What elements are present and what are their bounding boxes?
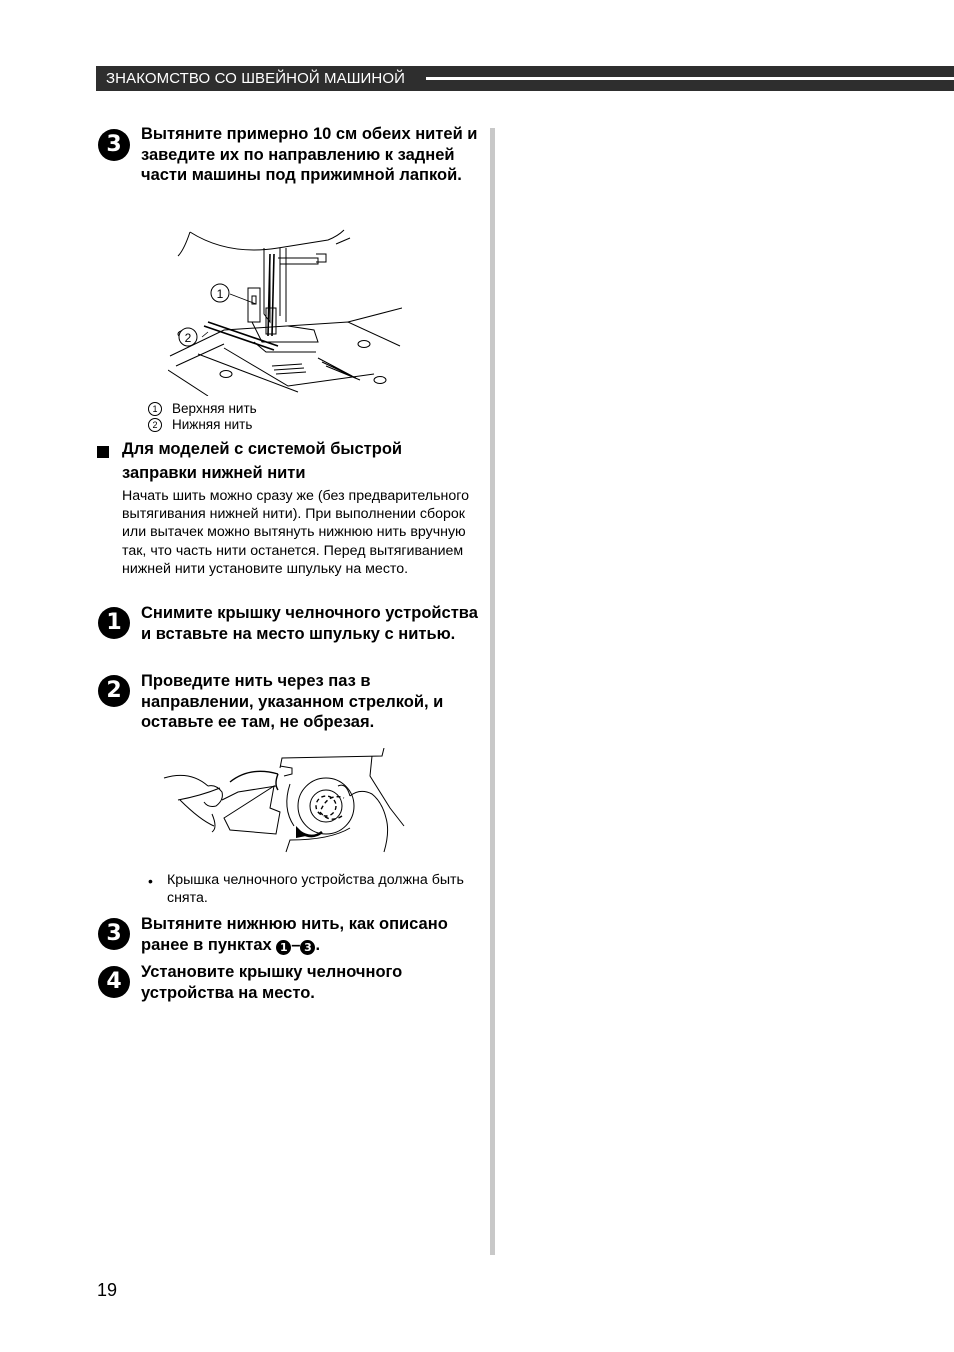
legend-num-1: 1 — [148, 402, 162, 416]
header-title: ЗНАКОМСТВО СО ШВЕЙНОЙ МАШИНОЙ — [106, 70, 406, 87]
legend-label-upper: Верхняя нить — [172, 401, 257, 416]
page-number: 19 — [97, 1280, 118, 1300]
step-3b-text-end: . — [315, 935, 321, 954]
column-divider — [490, 128, 495, 1255]
bobbin-thread-illustration — [160, 748, 410, 860]
ref-step-1-icon: 1 — [276, 940, 291, 955]
callout-2-label: 2 — [184, 331, 192, 345]
step-3b-text — [141, 914, 481, 955]
callout-1-label: 1 — [216, 287, 224, 301]
section-body: Начать шить можно сразу же (без предварительного вытягивания нижней нити). При выполнении сборок или вытачек можно вытянуть нижнюю нить вручную так, что часть нити останется. Перед вытягиванием нижней нити установите шпульку на место. — [122, 488, 469, 577]
step-3b-text-main: Вытяните нижнюю нить, как описано ранее в пунктах — [141, 915, 448, 954]
legend-num-2: 2 — [148, 418, 162, 432]
note-text: Крышка челночного устройства должна быть снята. — [167, 872, 464, 906]
legend-label-lower: Нижняя нить — [172, 417, 253, 432]
step-1-text: Снимите крышку челночного устройства и вставьте на место шпульку с нитью. — [141, 604, 478, 643]
header-rule — [426, 77, 954, 80]
presser-foot-illustration — [168, 226, 402, 396]
section-bullet-square-icon — [97, 446, 109, 458]
step-4-text: Установите крышку челночного устройства на место. — [141, 963, 403, 1002]
note-bullet: • — [148, 873, 153, 889]
step-1-number-icon: 1 — [98, 607, 130, 639]
legend-item-upper-thread — [148, 401, 257, 417]
step-4-number-icon: 4 — [98, 966, 130, 998]
legend-item-lower-thread — [148, 417, 252, 433]
section-header — [96, 66, 954, 91]
ref-step-3-icon: 3 — [300, 940, 315, 955]
step-3-number-icon: 3 — [98, 129, 130, 161]
step-3b-number-icon: 3 — [98, 918, 130, 950]
step-2-number-icon: 2 — [98, 675, 130, 707]
ref-dash: – — [291, 935, 301, 954]
step-2-text: Проведите нить через паз в направлении, указанном стрелкой, и оставьте ее там, не обрезая. — [141, 672, 444, 732]
step-3-text: Вытяните примерно 10 см обеих нитей и заведите их по направлению к задней части машины под прижимной лапкой. — [141, 125, 478, 185]
section-title: Для моделей с системой быстрой заправки нижней нити — [122, 440, 403, 482]
